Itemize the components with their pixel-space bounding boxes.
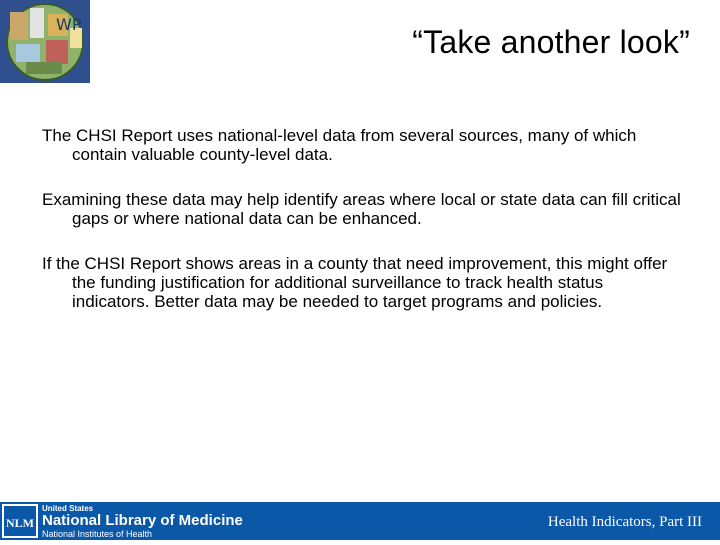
nlm-line-united-states: United States (42, 504, 94, 513)
footer-section-label: Health Indicators, Part III (547, 514, 702, 530)
svg-text:WP: WP (56, 15, 82, 34)
community-collage-icon (0, 0, 90, 83)
footer-bar (0, 502, 720, 540)
nlm-wordmark (42, 504, 243, 539)
nlm-badge-text: NLM (6, 516, 34, 530)
paragraph-1: The CHSI Report uses national-level data from several sources, many of which contain valuable county-level data. (42, 126, 637, 164)
paragraph-2: Examining these data may help identify areas where local or state data can fill critical gaps or where national data can be enhanced. (42, 190, 681, 228)
slide-body (42, 126, 682, 337)
nlm-logo (0, 502, 40, 540)
nlm-line-library: National Library of Medicine (42, 512, 243, 529)
community-logo-image (0, 0, 90, 83)
nlm-line-nih: National Institutes of Health (42, 529, 153, 539)
nlm-badge-icon (0, 502, 40, 540)
slide-title: “Take another look” (412, 24, 690, 60)
paragraph-3: If the CHSI Report shows areas in a county that need improvement, this might offer the funding justification for additional surveillance to track health status indicators. Better data may be needed to target programs and policies. (42, 254, 668, 311)
